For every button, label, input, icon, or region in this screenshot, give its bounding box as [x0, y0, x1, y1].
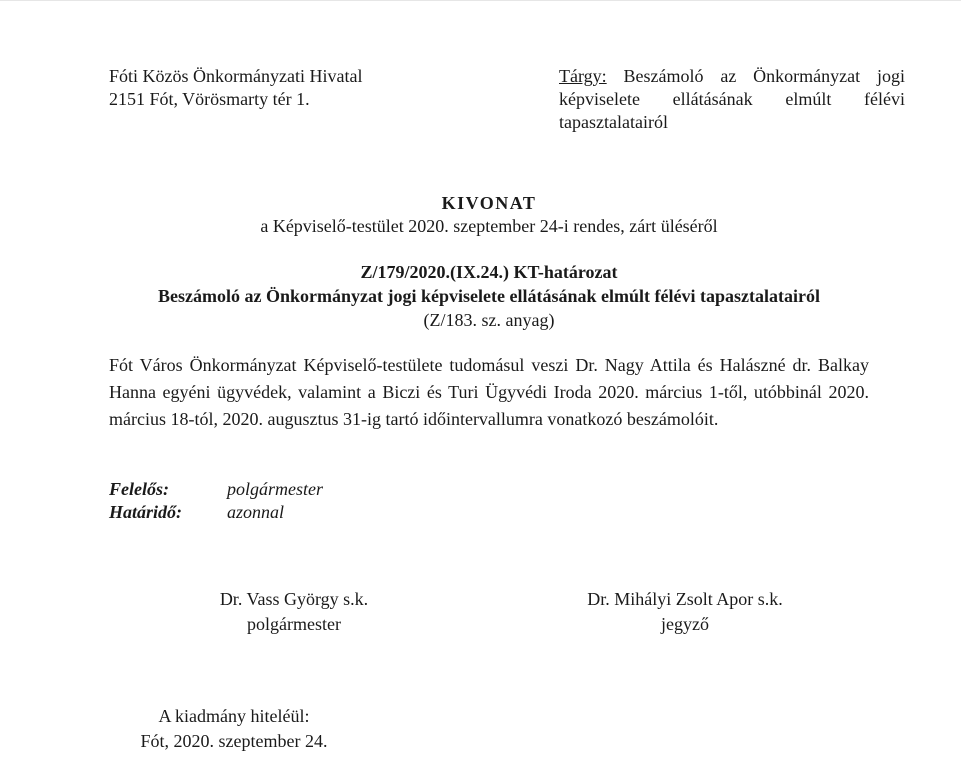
decision-title: Beszámoló az Önkormányzat jogi képviselete ellátásának elmúlt félévi tapasztalatairól	[158, 286, 820, 306]
signature-notary	[535, 587, 835, 637]
material-reference: (Z/183. sz. anyag)	[423, 310, 555, 330]
deadline-value: azonnal	[227, 502, 285, 522]
decision-number: Z/179/2020.(IX.24.) KT-határozat	[360, 262, 618, 282]
responsible-value: polgármester	[227, 479, 323, 499]
certification-place-date: Fót, 2020. szeptember 24.	[140, 731, 328, 751]
deadline-row	[109, 501, 284, 524]
deadline-label: Határidő:	[109, 502, 183, 522]
certification-block	[109, 704, 359, 754]
signature-mayor-title: polgármester	[247, 614, 341, 634]
subject-label: Tárgy:	[559, 66, 607, 86]
office-block	[109, 65, 489, 111]
signature-mayor-name: Dr. Vass György s.k.	[219, 589, 369, 609]
document-title: KIVONAT	[441, 193, 537, 213]
signature-notary-title: jegyző	[661, 614, 709, 634]
signature-notary-name: Dr. Mihályi Zsolt Apor s.k.	[587, 589, 783, 609]
document-subtitle: a Képviselő-testület 2020. szeptember 24-i rendes, zárt üléséről	[260, 216, 718, 236]
office-address: 2151 Fót, Vörösmarty tér 1.	[109, 89, 310, 109]
signature-mayor	[144, 587, 444, 637]
responsible-label: Felelős:	[109, 479, 169, 499]
certification-line: A kiadmány hiteléül:	[158, 706, 310, 726]
decision-body: Fót Város Önkormányzat Képviselő-testülete tudomásul veszi Dr. Nagy Attila és Halászné dr. Balkay Hanna egyéni ügyvédek, valamint a Biczi és Turi Ügyvédi Iroda 2020. március 1-től, utóbbinál 2020. március 18-tól, 2020. augusztus 31-ig tartó időintervallumra vonatkozó beszámolóit.	[109, 355, 869, 429]
subject-text: Beszámoló az Önkormányzat jogi képviselete ellátásának elmúlt félévi tapasztalatairól	[559, 66, 905, 132]
responsible-row	[109, 478, 323, 501]
subject-block	[559, 65, 905, 134]
office-name: Fóti Közös Önkormányzati Hivatal	[109, 66, 363, 86]
